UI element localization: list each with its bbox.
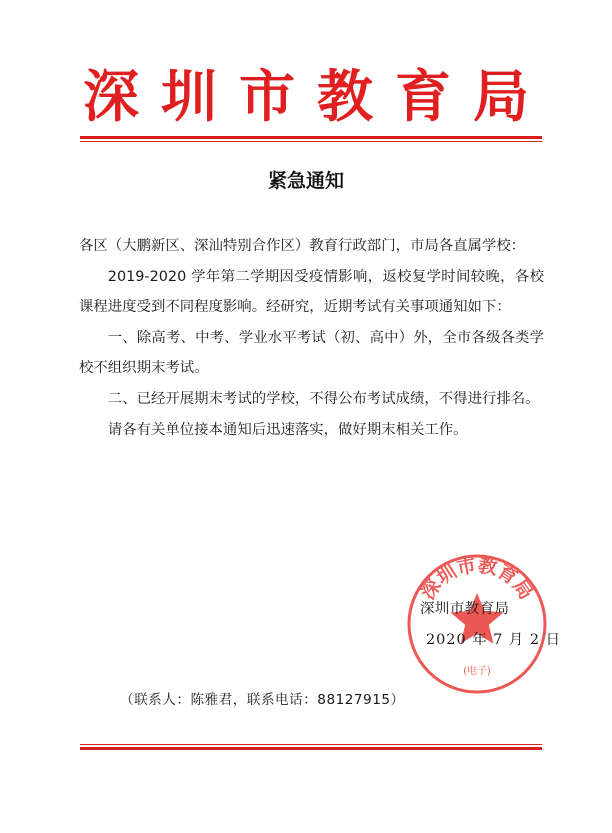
letterhead-rule-thick <box>80 136 542 139</box>
salutation: 各区（大鹏新区、深汕特别合作区）教育行政部门，市局各直属学校： <box>79 238 526 254</box>
letterhead-org-name: 深圳市教育局 <box>83 64 551 130</box>
seal-sub-text: (电子) <box>463 666 491 677</box>
signer-name: 深圳市教育局 <box>420 601 510 617</box>
official-seal-stamp <box>404 551 550 697</box>
paragraph-intro: 2019-2020 学年第二学期因受疫情影响，返校复学时间较晚，各校课程进度受到不同程度影响。经研究，近期考试有关事项通知如下： <box>79 268 544 316</box>
contact-info: （联系人：陈雅君，联系电话：88127915） <box>120 692 405 708</box>
notice-body <box>79 231 544 445</box>
footer-rule-thick <box>80 747 542 750</box>
paragraph-closing: 请各有关单位接本通知后迅速落实，做好期末相关工作。 <box>107 421 468 438</box>
issue-date: 2020 年 7 月 2 日 <box>426 632 561 648</box>
seal-arc-text: 深圳市教育局 <box>416 554 538 604</box>
letterhead-rule-thin <box>80 141 542 142</box>
paragraph-item-2: 二、已经开展期末考试的学校，不得公布考试成绩，不得进行排名。 <box>107 390 540 407</box>
footer-rule-thin <box>80 744 542 745</box>
paragraph-item-1: 一、除高考、中考、学业水平考试（初、高中）外，全市各级各类学校不组织期末考试。 <box>79 329 544 377</box>
notice-title: 紧急通知 <box>267 170 344 192</box>
